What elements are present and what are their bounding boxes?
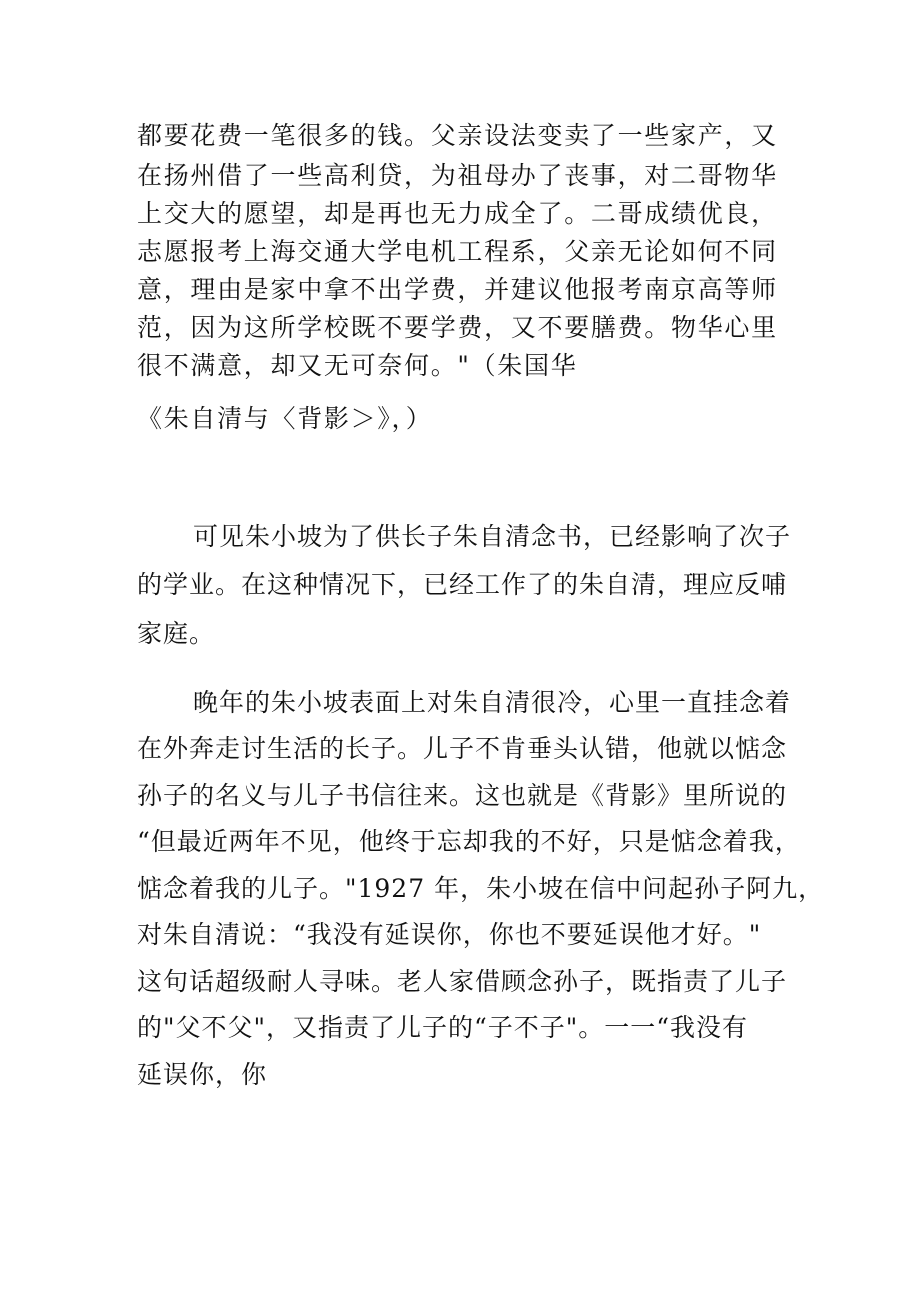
paragraph-line: 家庭。	[137, 619, 216, 648]
quote-line: 志愿报考上海交通大学电机工程系，父亲无论如何不同	[137, 237, 778, 266]
paragraph-line: “但最近两年不见，他终于忘却我的不好，只是惦念着我，	[137, 827, 801, 856]
quote-line: 《朱自清与〈背影＞》，）	[137, 404, 433, 433]
paragraph-line: 在外奔走讨生活的长子。儿子不肯垂头认错，他就以惦念	[137, 734, 788, 763]
quote-line: 意，理由是家中拿不出学费，并建议他报考南京高等师	[137, 275, 778, 304]
paragraph-line: 惦念着我的儿子。"1927 年，朱小坡在信中问起孙子阿九，	[137, 874, 825, 903]
paragraph-line: 这句话超级耐人寻味。老人家借顾念孙子，既指责了儿子	[137, 967, 788, 996]
paragraph-line: 孙子的名义与儿子书信往来。这也就是《背影》里所说的	[137, 781, 788, 810]
paragraph-line: 的学业。在这种情况下，已经工作了的朱自清，理应反哺	[137, 570, 788, 599]
quote-line: 都要花费一笔很多的钱。父亲设法变卖了一些家产，又	[137, 121, 778, 150]
quote-line: 很不满意，却又无可奈何。"（朱国华	[137, 351, 578, 380]
paragraph-line: 可见朱小坡为了供长子朱自清念书，已经影响了次子	[193, 522, 792, 551]
paragraph-line: 对朱自清说：“我没有延误你，你也不要延误他才好。"	[137, 920, 762, 949]
paragraph-line: 晚年的朱小坡表面上对朱自清很冷，心里一直挂念着	[193, 688, 792, 717]
paragraph-line: 延误你，你	[137, 1060, 268, 1089]
quote-line: 上交大的愿望，却是再也无力成全了。二哥成绩优良，	[137, 199, 778, 228]
quote-line: 在扬州借了一些高利贷，为祖母办了丧事，对二哥物华	[137, 161, 778, 190]
quote-line: 范，因为这所学校既不要学费，又不要膳费。物华心里	[137, 313, 778, 342]
paragraph-line: 的"父不父"，又指责了儿子的“子不子"。一一“我没有	[137, 1013, 749, 1042]
